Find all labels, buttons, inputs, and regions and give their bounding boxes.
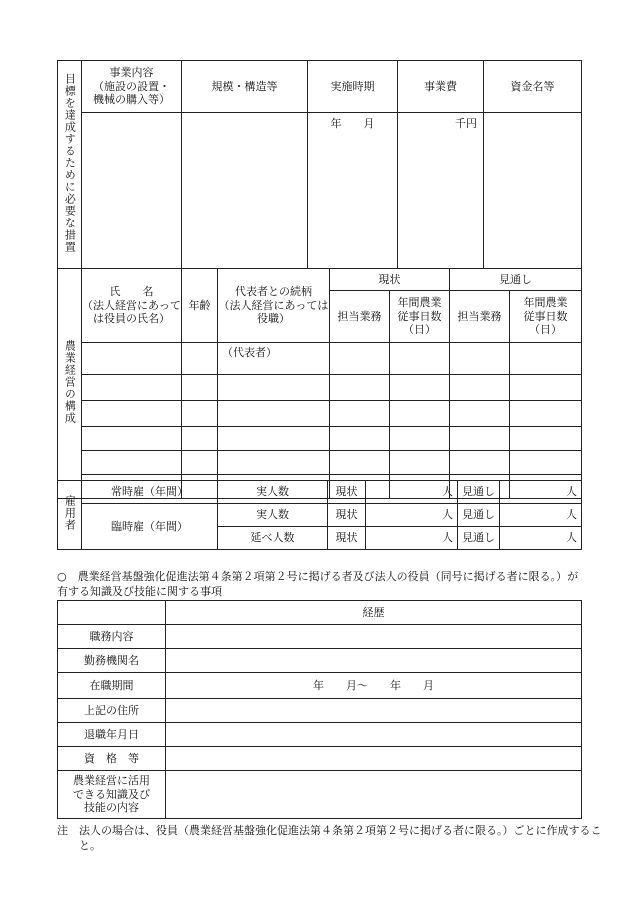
current-days-cell[interactable] bbox=[390, 401, 450, 427]
current-duty-cell[interactable] bbox=[330, 401, 390, 427]
current-count-cell[interactable]: 人 bbox=[366, 504, 458, 527]
name-cell[interactable] bbox=[82, 427, 182, 451]
measures-section-label: 目標を達成するために必要な措置 bbox=[58, 61, 82, 269]
header-fund: 資金名等 bbox=[484, 61, 582, 113]
header-scale: 規模・構造等 bbox=[182, 61, 308, 113]
relation-cell[interactable] bbox=[218, 375, 330, 401]
age-cell[interactable] bbox=[182, 451, 218, 475]
period-cell[interactable]: 年 月 bbox=[308, 113, 398, 269]
current-duty-cell[interactable] bbox=[330, 451, 390, 475]
outlook-days-cell[interactable] bbox=[510, 451, 582, 475]
current-count-cell[interactable]: 人 bbox=[366, 527, 458, 550]
outlook-duty-cell[interactable] bbox=[450, 427, 510, 451]
employees-section-label: 雇用者 bbox=[58, 481, 82, 550]
relation-cell[interactable] bbox=[218, 451, 330, 475]
outlook-count-cell[interactable]: 人 bbox=[500, 504, 582, 527]
composition-section-label: 農業経営の構成 bbox=[58, 269, 82, 499]
relation-cell[interactable] bbox=[218, 427, 330, 451]
knowledge-heading: ○ 農業経営基盤強化促進法第４条第２項第２号に掲げる者及び法人の役員（同号に掲げる者に限る。）が有する知識及び技能に関する事項 bbox=[57, 570, 579, 598]
age-cell[interactable] bbox=[182, 375, 218, 401]
row-label-duty: 職務内容 bbox=[58, 625, 166, 649]
relation-cell[interactable]: （代表者） bbox=[218, 343, 330, 375]
header-outlook: 見通し bbox=[450, 269, 582, 291]
header-name: 氏 名 （法人経営にあっては役員の氏名） bbox=[82, 269, 182, 343]
header-current: 現状 bbox=[330, 269, 450, 291]
table-row bbox=[58, 375, 582, 401]
current-days-cell[interactable] bbox=[390, 427, 450, 451]
header-outlook-duty: 担当業務 bbox=[450, 291, 510, 343]
current-days-cell[interactable] bbox=[390, 451, 450, 475]
header-current-duty: 担当業務 bbox=[330, 291, 390, 343]
header-outlook-days: 年間農業 従事日数 （日） bbox=[510, 291, 582, 343]
cost-cell[interactable]: 千円 bbox=[398, 113, 484, 269]
temporary-label: 臨時雇（年間） bbox=[82, 504, 218, 550]
footer-note: 注 法人の場合は、役員（農業経営基盤強化促進法第４条第２項第２号に掲げる者に限る。）ごとに作成すること。 bbox=[57, 824, 602, 852]
current-duty-cell[interactable] bbox=[330, 427, 390, 451]
outlook-label: 見通し bbox=[458, 504, 500, 527]
current-count-cell[interactable]: 人 bbox=[366, 481, 458, 504]
outlook-days-cell[interactable] bbox=[510, 375, 582, 401]
qualification-value[interactable] bbox=[166, 747, 582, 771]
name-cell[interactable] bbox=[82, 451, 182, 475]
name-cell[interactable] bbox=[82, 401, 182, 427]
duty-value[interactable] bbox=[166, 625, 582, 649]
table-row bbox=[58, 401, 582, 427]
header-blank bbox=[58, 601, 166, 625]
header-age: 年齢 bbox=[182, 269, 218, 343]
current-label: 現状 bbox=[328, 481, 366, 504]
row-label-address: 上記の住所 bbox=[58, 699, 166, 723]
outlook-days-cell[interactable] bbox=[510, 401, 582, 427]
outlook-count-cell[interactable]: 人 bbox=[500, 481, 582, 504]
row-label-employer: 勤務機関名 bbox=[58, 649, 166, 673]
name-cell[interactable] bbox=[82, 343, 182, 375]
current-days-cell[interactable] bbox=[390, 343, 450, 375]
header-current-days: 年間農業 従事日数 （日） bbox=[390, 291, 450, 343]
business-content-cell[interactable] bbox=[82, 113, 182, 269]
knowledge-value[interactable] bbox=[166, 771, 582, 819]
period-value[interactable]: 年 月〜 年 月 bbox=[166, 673, 582, 699]
table-row bbox=[58, 451, 582, 475]
outlook-duty-cell[interactable] bbox=[450, 451, 510, 475]
outlook-label: 見通し bbox=[458, 527, 500, 550]
table-row bbox=[58, 343, 582, 375]
measures-table bbox=[57, 60, 582, 269]
composition-table bbox=[57, 268, 582, 499]
header-business-content: 事業内容 （施設の設置・ 機械の購入等） bbox=[82, 61, 182, 113]
outlook-duty-cell[interactable] bbox=[450, 401, 510, 427]
outlook-count-cell[interactable]: 人 bbox=[500, 527, 582, 550]
header-period: 実施時期 bbox=[308, 61, 398, 113]
outlook-duty-cell[interactable] bbox=[450, 343, 510, 375]
name-cell[interactable] bbox=[82, 375, 182, 401]
current-duty-cell[interactable] bbox=[330, 375, 390, 401]
age-cell[interactable] bbox=[182, 401, 218, 427]
row-label-knowledge: 農業経営に活用 できる知識及び 技能の内容 bbox=[58, 771, 166, 819]
address-value[interactable] bbox=[166, 699, 582, 723]
row-label-qualification: 資 格 等 bbox=[58, 747, 166, 771]
current-days-cell[interactable] bbox=[390, 375, 450, 401]
header-career: 経歴 bbox=[166, 601, 582, 625]
total-label: 延べ人数 bbox=[218, 527, 328, 550]
table-row bbox=[58, 427, 582, 451]
outlook-days-cell[interactable] bbox=[510, 343, 582, 375]
row-label-period: 在職期間 bbox=[58, 673, 166, 699]
actual-label: 実人数 bbox=[218, 504, 328, 527]
current-label: 現状 bbox=[328, 504, 366, 527]
scale-cell[interactable] bbox=[182, 113, 308, 269]
current-duty-cell[interactable] bbox=[330, 343, 390, 375]
header-cost: 事業費 bbox=[398, 61, 484, 113]
age-cell[interactable] bbox=[182, 343, 218, 375]
relation-cell[interactable] bbox=[218, 401, 330, 427]
outlook-label: 見通し bbox=[458, 481, 500, 504]
knowledge-table bbox=[57, 600, 582, 819]
employer-value[interactable] bbox=[166, 649, 582, 673]
fund-cell[interactable] bbox=[484, 113, 582, 269]
employees-table bbox=[57, 480, 582, 550]
permanent-label: 常時雇（年間） bbox=[82, 481, 218, 504]
row-label-retirement: 退職年月日 bbox=[58, 723, 166, 747]
age-cell[interactable] bbox=[182, 427, 218, 451]
outlook-duty-cell[interactable] bbox=[450, 375, 510, 401]
header-relation: 代表者との続柄 （法人経営にあっては役職） bbox=[218, 269, 330, 343]
actual-label: 実人数 bbox=[218, 481, 328, 504]
outlook-days-cell[interactable] bbox=[510, 427, 582, 451]
current-label: 現状 bbox=[328, 527, 366, 550]
retirement-value[interactable] bbox=[166, 723, 582, 747]
